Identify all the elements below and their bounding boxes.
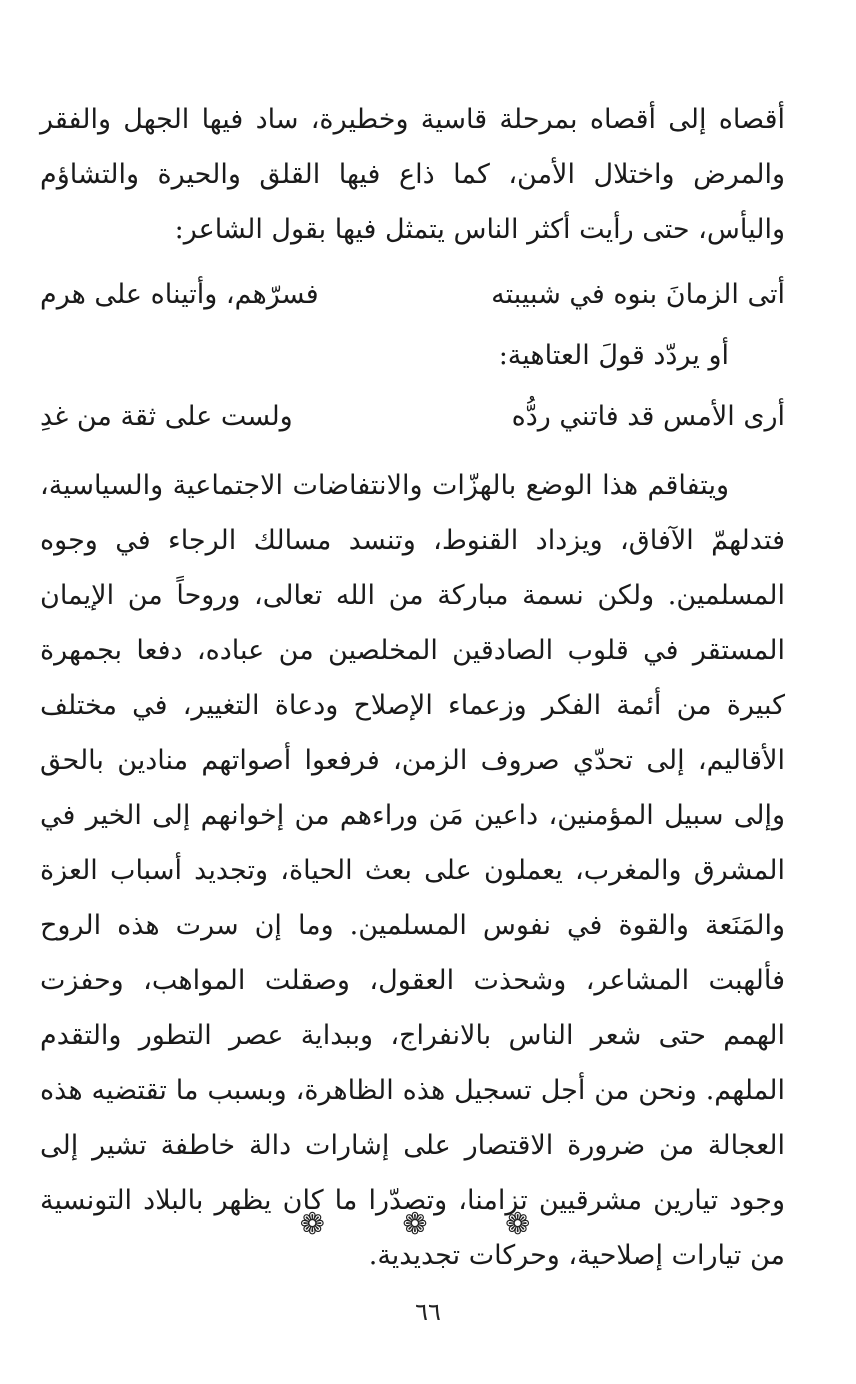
verse-1 [40,267,785,322]
paragraph-1: أقصاه إلى أقصاه بمرحلة قاسية وخطيرة، ساد فيها الجهل والفقر والمرض واختلال الأمن، كما ذاع فيها القلق والحيرة والتشاؤم واليأس، حتى رأيت أكثر الناس يتمثل فيها بقول الشاعر: [40,104,785,245]
ornament-flower-icon: ❁ [505,1207,557,1242]
ornament-flower-icon: ❁ [402,1207,454,1242]
paragraph-2: ويتفاقم هذا الوضع بالهزّات والانتفاضات الاجتماعية والسياسية، فتدلهمّ الآفاق، ويزداد القنوط، وتنسد مسالك الرجاء في وجوه المسلمين. ولكن نسمة مباركة من الله تعالى، وروحاً من الإيمان المستقر في قلوب الصادقين المخلصين من عباده، دفعا بجمهرة كبيرة من أئمة الفكر وزعماء الإصلاح ودعاة التغيير، في مختلف الأقاليم، إلى تحدّي صروف الزمن، فرفعوا أصواتهم منادين بالحق وإلى سبيل المؤمنين، داعين مَن وراءهم من إخوانهم إلى الخير في المشرق والمغرب، يعملون على بعث الحياة، وتجديد أسباب العزة والمَنَعة والقوة في نفوس المسلمين. وما إن سرت هذه الروح فألهبت المشاعر، وشحذت العقول، وصقلت المواهب، وحفزت الهمم حتى شعر الناس بالانفراج، وببداية عصر التطور والتقدم الملهم. ونحن من أجل تسجيل هذه الظاهرة، وبسبب ما تقتضيه هذه العجالة من ضرورة الاقتصار على إشارات دالة خاطفة تشير إلى وجود تيارين مشرقيين تزامنا، وتصدّرا ما كان يظهر بالبلاد التونسية من تيارات إصلاحية، وحركات تجديدية. [40,470,785,1271]
ornament-flower-icon: ❁ [299,1207,351,1242]
section-divider [0,1207,856,1242]
verse-intro: أو يردّد قولَ العتاهية: [498,340,729,371]
verse-1-first-hemistich: أتى الزمانَ بنوه في شبيبته [491,279,785,310]
page-body [40,92,785,1283]
verse-2-second-hemistich: ولست على ثقة من غدِ [40,401,293,432]
page-number: ٦٦ [415,1298,441,1326]
verse-1-second-hemistich: فسرّهم، وأتيناه على هرم [40,279,319,310]
verse-2 [40,389,785,444]
verse-2-first-hemistich: أرى الأمس قد فاتني ردُّه [511,401,785,432]
